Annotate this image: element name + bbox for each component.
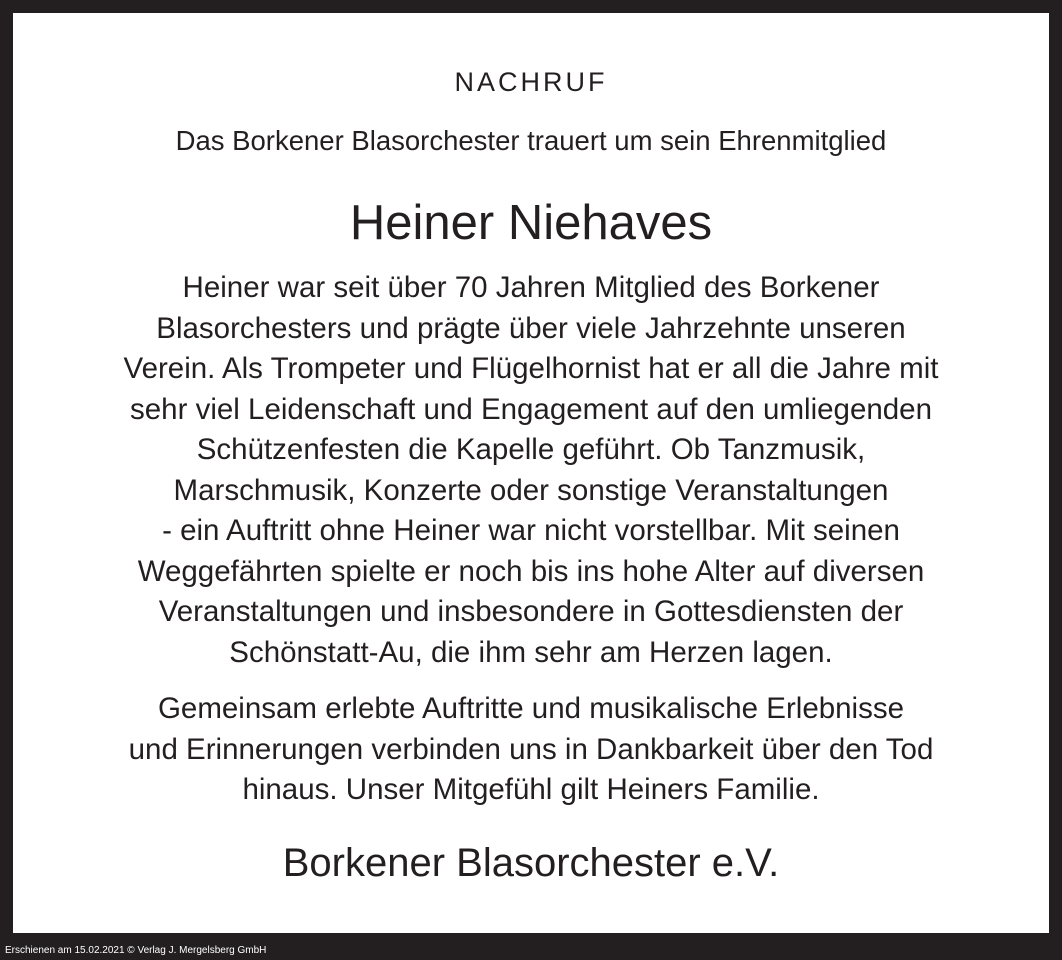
text-line: Verein. Als Trompeter und Flügelhornist hat er all die Jahre mit [123, 352, 939, 385]
text-line: Heiner war seit über 70 Jahren Mitglied des Borkener [182, 271, 880, 304]
publication-footer: Erschienen am 15.02.2021 © Verlag J. Mergelsberg GmbH [5, 945, 267, 956]
tribute-paragraph [13, 268, 1049, 673]
text-line: Blasorchesters und prägte über viele Jahrzehnte unseren [156, 311, 906, 345]
text-line: Schönstatt-Au, die ihm sehr am Herzen lagen. [229, 635, 833, 669]
obituary-card [13, 13, 1049, 933]
text-line: Veranstaltungen und insbesondere in Gottesdiensten der [158, 595, 904, 628]
text-line: und Erinnerungen verbinden uns in Dankbarkeit über den Tod [128, 732, 934, 766]
text-line: Gemeinsam erlebte Auftritte und musikalische Erlebnisse [157, 692, 905, 725]
signature: Borkener Blasorchester e.V. [282, 841, 780, 885]
condolence-paragraph [13, 689, 1049, 811]
subheading: Das Borkener Blasorchester trauert um sein Ehrenmitglied [175, 125, 887, 156]
text-line: Schützenfesten die Kapelle geführt. Ob Tanzmusik, [196, 433, 866, 466]
text-line: hinaus. Unser Mitgefühl gilt Heiners Familie. [242, 773, 820, 806]
text-line: sehr viel Leidenschaft und Engagement auf den umliegenden [130, 392, 932, 426]
text-line: Marschmusik, Konzerte oder sonstige Veranstaltungen [173, 473, 889, 507]
text-line: - ein Auftritt ohne Heiner war nicht vorstellbar. Mit seinen [162, 514, 900, 547]
heading: NACHRUF [454, 67, 608, 97]
text-line: Weggefährten spielte er noch bis ins hohe Alter auf diversen [137, 554, 925, 588]
deceased-name: Heiner Niehaves [349, 196, 713, 250]
